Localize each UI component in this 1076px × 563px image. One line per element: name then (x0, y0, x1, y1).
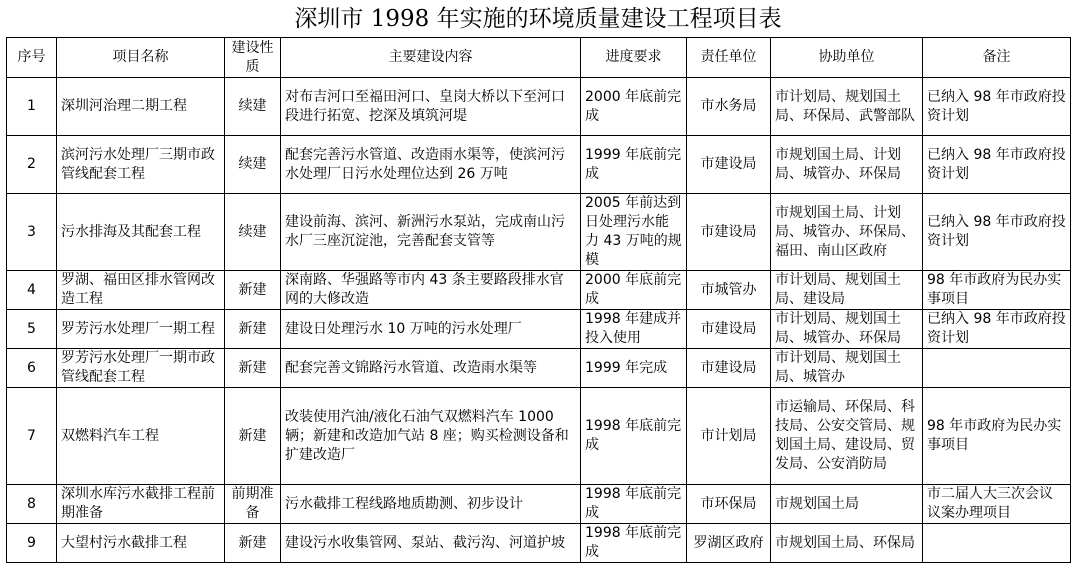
cell-seq: 5 (7, 310, 57, 349)
cell-progress: 1998 年建成并投入使用 (581, 310, 687, 349)
cell-name: 深圳河治理二期工程 (57, 78, 225, 136)
header-nature: 建设性质 (225, 38, 281, 78)
cell-seq: 6 (7, 349, 57, 388)
cell-progress: 1998 年底前完成 (581, 524, 687, 563)
cell-content: 改装使用汽油/液化石油气双燃料汽车 1000 辆；新建和改造加气站 8 座；购买检测设备和扩建改造厂 (281, 388, 581, 485)
cell-seq: 7 (7, 388, 57, 485)
cell-note (923, 524, 1071, 563)
header-row (7, 38, 1071, 78)
header-responsible: 责任单位 (687, 38, 771, 78)
cell-assist: 市规划国土局 (771, 485, 923, 524)
cell-nature: 续建 (225, 136, 281, 194)
cell-progress: 1998 年底前完成 (581, 388, 687, 485)
header-content: 主要建设内容 (281, 38, 581, 78)
cell-responsible: 市水务局 (687, 78, 771, 136)
cell-progress: 1998 年底前完成 (581, 485, 687, 524)
cell-seq: 4 (7, 271, 57, 310)
cell-seq: 8 (7, 485, 57, 524)
cell-assist: 市规划国土局、计划局、城管办、环保局、福田、南山区政府 (771, 194, 923, 271)
table-row (7, 271, 1071, 310)
cell-responsible: 市建设局 (687, 349, 771, 388)
page-title: 深圳市 1998 年实施的环境质量建设工程项目表 (294, 6, 782, 32)
cell-assist: 市计划局、规划国土局、城管办、环保局 (771, 310, 923, 349)
cell-content: 建设污水收集管网、泵站、截污沟、河道护坡 (281, 524, 581, 563)
table-row (7, 78, 1071, 136)
table-row (7, 136, 1071, 194)
cell-seq: 2 (7, 136, 57, 194)
table-row (7, 349, 1071, 388)
cell-name: 罗湖、福田区排水管网改造工程 (57, 271, 225, 310)
table-row (7, 485, 1071, 524)
cell-content: 对布吉河口至福田河口、皇岗大桥以下至河口段进行拓宽、挖深及填筑河堤 (281, 78, 581, 136)
cell-name: 罗芳污水处理厂一期市政管线配套工程 (57, 349, 225, 388)
cell-nature: 前期准备 (225, 485, 281, 524)
cell-content: 污水截排工程线路地质勘测、初步设计 (281, 485, 581, 524)
cell-responsible: 市城管办 (687, 271, 771, 310)
cell-progress: 2005 年前达到日处理污水能力 43 万吨的规模 (581, 194, 687, 271)
cell-name: 滨河污水处理厂三期市政管线配套工程 (57, 136, 225, 194)
cell-responsible: 市建设局 (687, 136, 771, 194)
cell-nature: 新建 (225, 388, 281, 485)
table-row (7, 194, 1071, 271)
cell-content: 建设前海、滨河、新洲污水泵站，完成南山污水厂三座沉淀池，完善配套支管等 (281, 194, 581, 271)
cell-assist: 市计划局、规划国土局、城管办 (771, 349, 923, 388)
cell-note: 已纳入 98 年市政府投资计划 (923, 310, 1071, 349)
cell-assist: 市运输局、环保局、科技局、公安交管局、规划国土局、建设局、贸发局、公安消防局 (771, 388, 923, 485)
cell-name: 大望村污水截排工程 (57, 524, 225, 563)
cell-nature: 新建 (225, 524, 281, 563)
cell-note: 已纳入 98 年市政府投资计划 (923, 136, 1071, 194)
cell-assist: 市计划局、规划国土局、环保局、武警部队 (771, 78, 923, 136)
header-name: 项目名称 (57, 38, 225, 78)
cell-nature: 新建 (225, 349, 281, 388)
project-table (6, 37, 1071, 563)
cell-seq: 1 (7, 78, 57, 136)
cell-responsible: 市建设局 (687, 194, 771, 271)
cell-responsible: 市建设局 (687, 310, 771, 349)
cell-content: 建设日处理污水 10 万吨的污水处理厂 (281, 310, 581, 349)
cell-note: 已纳入 98 年市政府投资计划 (923, 194, 1071, 271)
cell-progress: 2000 年底前完成 (581, 78, 687, 136)
cell-nature: 续建 (225, 194, 281, 271)
cell-note: 98 年市政府为民办实事项目 (923, 388, 1071, 485)
cell-assist: 市规划国土局、计划局、城管办、环保局 (771, 136, 923, 194)
cell-content: 配套完善文锦路污水管道、改造雨水渠等 (281, 349, 581, 388)
cell-nature: 新建 (225, 310, 281, 349)
cell-responsible: 市计划局 (687, 388, 771, 485)
cell-content: 配套完善污水管道、改造雨水渠等，使滨河污水处理厂日污水处理位达到 26 万吨 (281, 136, 581, 194)
header-seq: 序号 (7, 38, 57, 78)
cell-progress: 2000 年底前完成 (581, 271, 687, 310)
cell-seq: 3 (7, 194, 57, 271)
cell-note (923, 349, 1071, 388)
cell-note: 98 年市政府为民办实事项目 (923, 271, 1071, 310)
cell-responsible: 市环保局 (687, 485, 771, 524)
cell-note: 已纳入 98 年市政府投资计划 (923, 78, 1071, 136)
cell-content: 深南路、华强路等市内 43 条主要路段排水官网的大修改造 (281, 271, 581, 310)
cell-nature: 续建 (225, 78, 281, 136)
table-row (7, 524, 1071, 563)
cell-name: 深圳水库污水截排工程前期准备 (57, 485, 225, 524)
cell-progress: 1999 年底前完成 (581, 136, 687, 194)
table-row (7, 310, 1071, 349)
table-row (7, 388, 1071, 485)
cell-progress: 1999 年完成 (581, 349, 687, 388)
header-note: 备注 (923, 38, 1071, 78)
header-progress: 进度要求 (581, 38, 687, 78)
cell-assist: 市计划局、规划国土局、建设局 (771, 271, 923, 310)
cell-assist: 市规划国土局、环保局 (771, 524, 923, 563)
cell-nature: 新建 (225, 271, 281, 310)
cell-name: 污水排海及其配套工程 (57, 194, 225, 271)
cell-responsible: 罗湖区政府 (687, 524, 771, 563)
cell-name: 罗芳污水处理厂一期工程 (57, 310, 225, 349)
cell-note: 市二届人大三次会议议案办理项目 (923, 485, 1071, 524)
cell-name: 双燃料汽车工程 (57, 388, 225, 485)
header-assist: 协助单位 (771, 38, 923, 78)
cell-seq: 9 (7, 524, 57, 563)
